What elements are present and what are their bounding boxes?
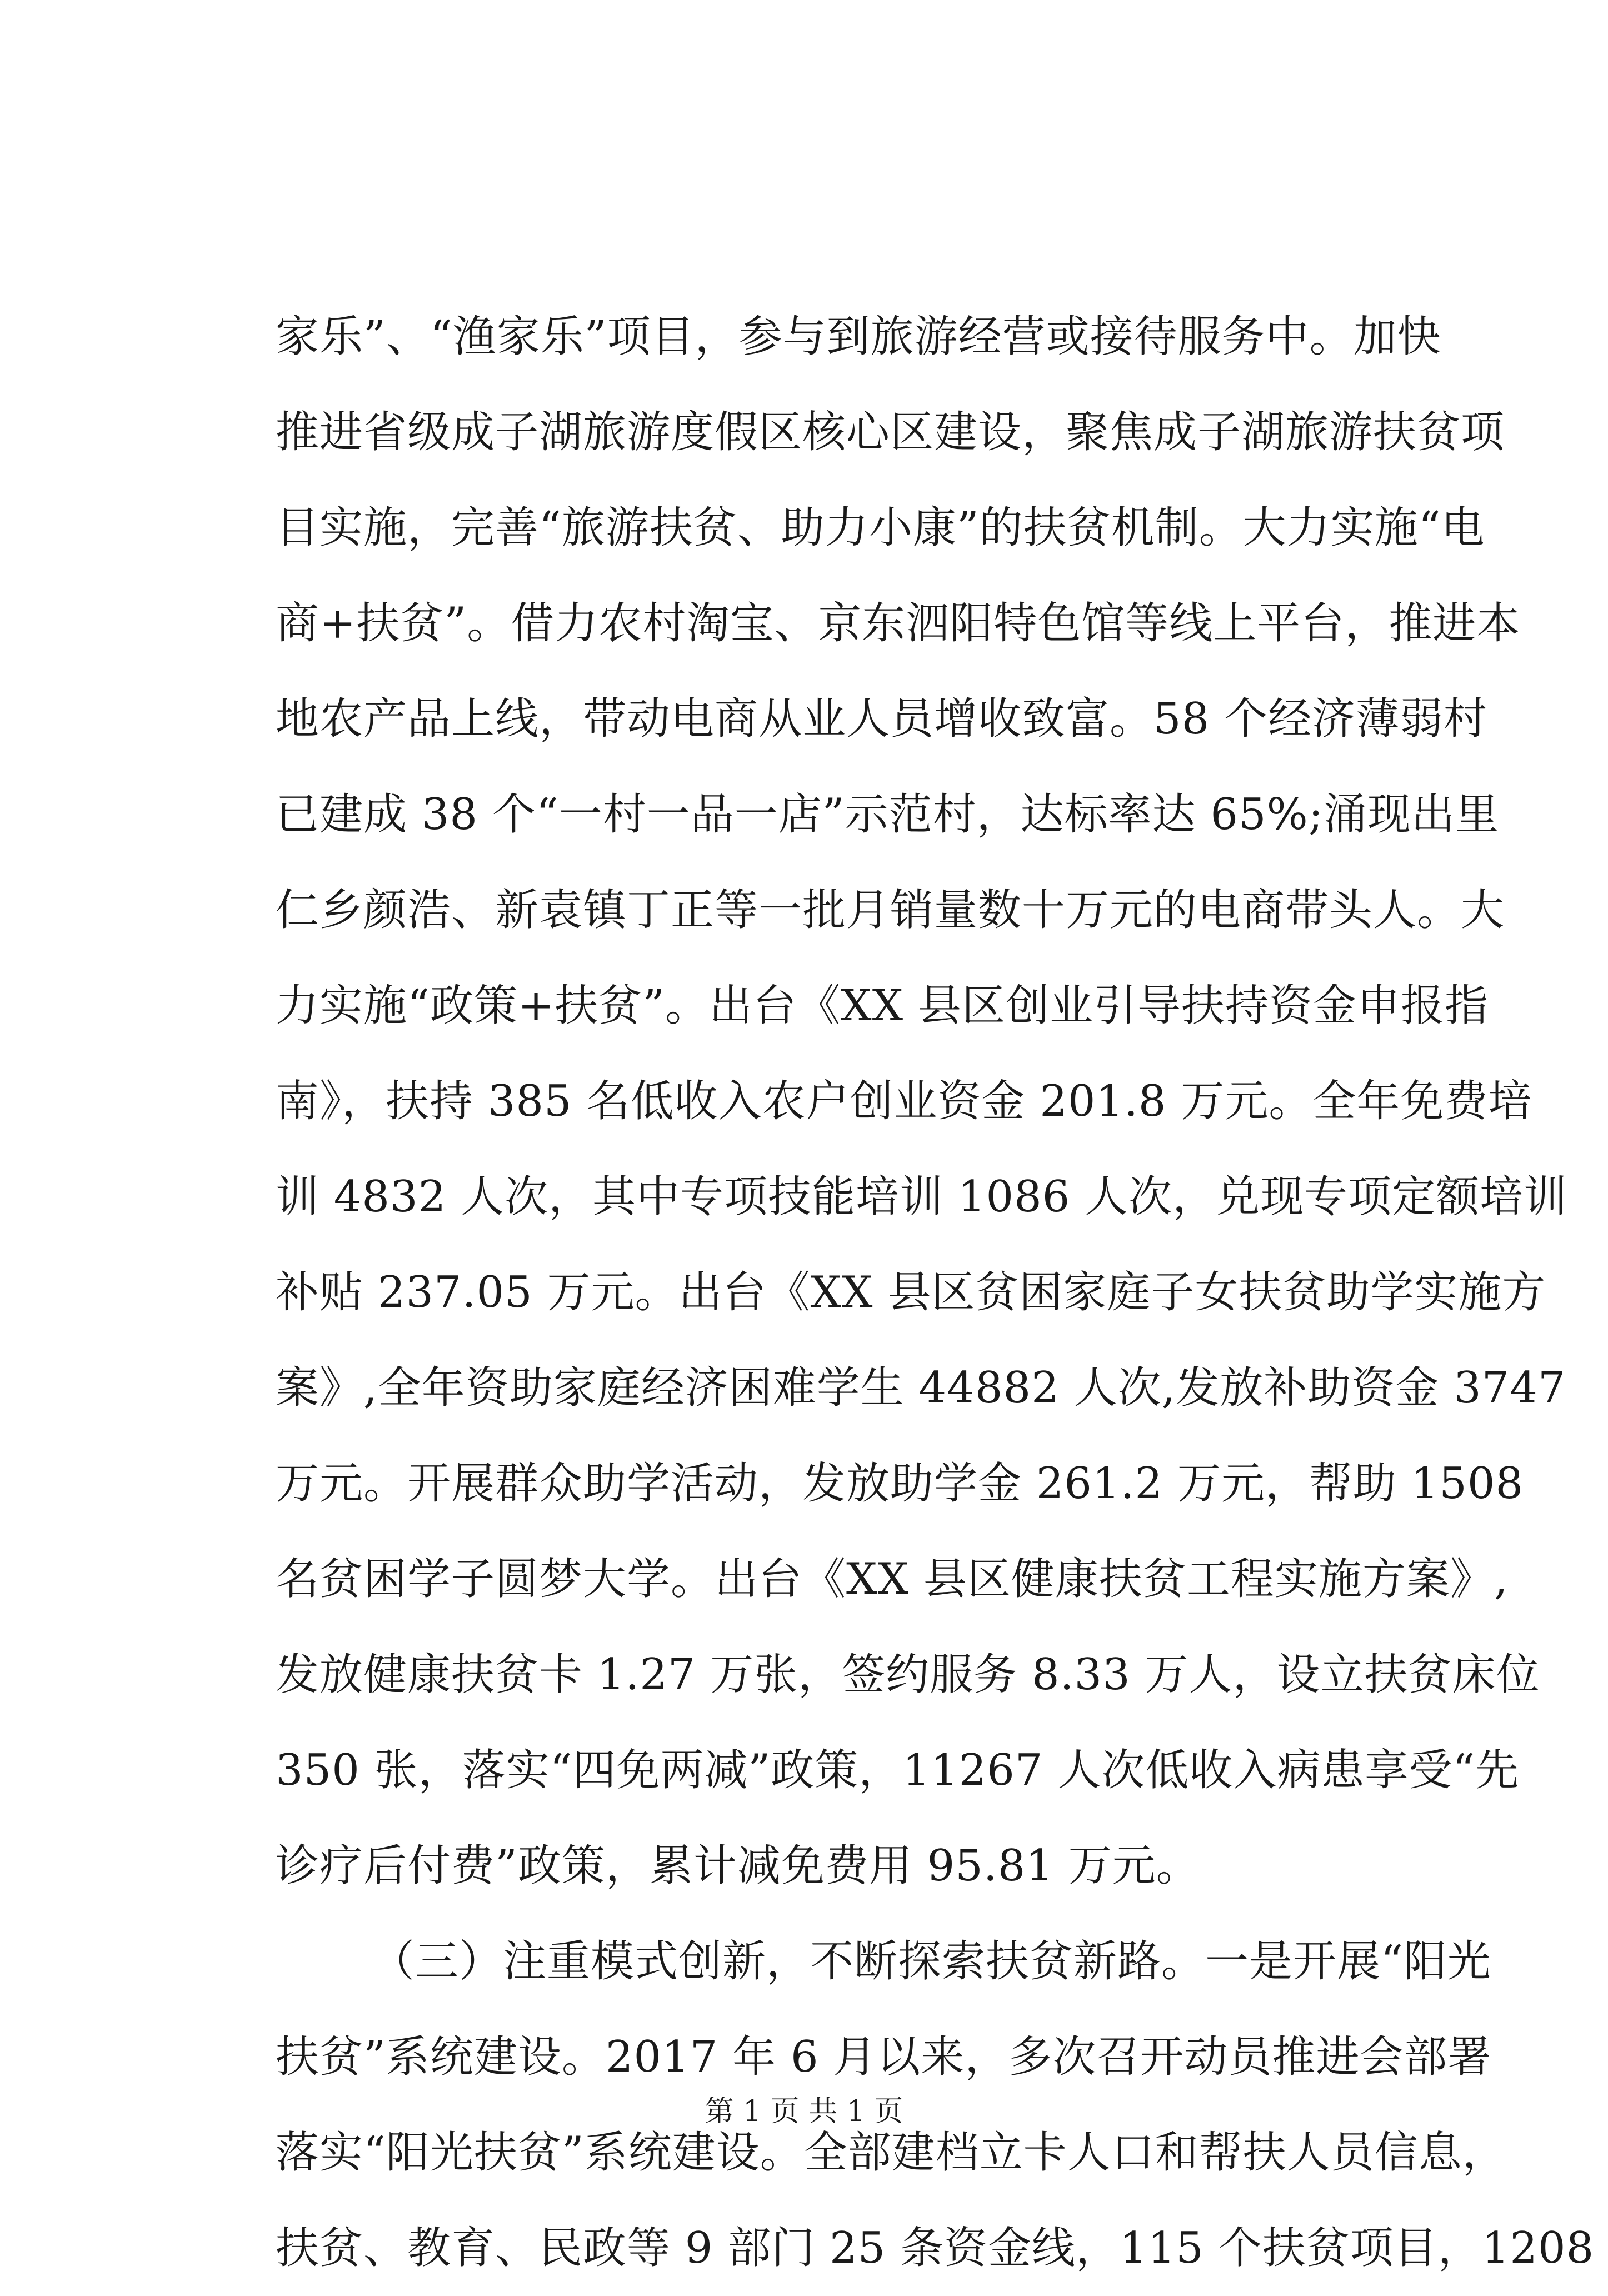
page-footer — [0, 2089, 1608, 2134]
text-line: 落实“阳光扶贫”系统建设。全部建档立卡人口和帮扶人员信息， — [276, 2128, 1506, 2178]
text-line: 推进省级成子湖旅游度假区核心区建设，聚焦成子湖旅游扶贫项 — [276, 407, 1505, 457]
text-line: 目实施，完善“旅游扶贫、助力小康”的扶贫机制。大力实施“电 — [276, 503, 1485, 553]
body-text — [276, 289, 1595, 2296]
text-line: 350 张，落实“四免两减”政策，11267 人次低收入病患享受“先 — [276, 1745, 1520, 1795]
text-line: 万元。开展群众助学活动，发放助学金 261.2 万元，帮助 1508 — [276, 1459, 1524, 1509]
text-line: 诊疗后付费”政策，累计减免费用 95.81 万元。 — [276, 1841, 1200, 1891]
text-line: 名贫困学子圆梦大学。出台《XX 县区健康扶贫工程实施方案》, — [276, 1554, 1509, 1604]
text-line: （三）注重模式创新，不断探索扶贫新路。一是开展“阳光 — [371, 1936, 1491, 1986]
text-line: 训 4832 人次，其中专项技能培训 1086 人次，兑现专项定额培训 — [276, 1172, 1568, 1222]
text-line: 案》,全年资助家庭经济困难学生 44882 人次,发放补助资金 3747 — [276, 1363, 1566, 1413]
text-line: 力实施“政策+扶贫”。出台《XX 县区创业引导扶持资金申报指 — [276, 981, 1489, 1031]
text-line: 家乐”、“渔家乐”项目，参与到旅游经营或接待服务中。加快 — [276, 312, 1441, 362]
text-line: 已建成 38 个“一村一品一店”示范村，达标率达 65%;涌现出里 — [276, 790, 1500, 840]
text-line: 地农产品上线，带动电商从业人员增收致富。58 个经济薄弱村 — [276, 694, 1488, 744]
text-line: 发放健康扶贫卡 1.27 万张，签约服务 8.33 万人，设立扶贫床位 — [276, 1650, 1540, 1700]
text-line: 南》，扶持 385 名低收入农户创业资金 201.8 万元。全年免费培 — [276, 1076, 1532, 1126]
text-line: 商+扶贫”。借力农村淘宝、京东泗阳特色馆等线上平台，推进本 — [276, 598, 1521, 648]
text-line: 扶贫、教育、民政等 9 部门 25 条资金线，115 个扶贫项目，1208 — [276, 2223, 1595, 2273]
paragraph-1 — [276, 289, 1568, 1914]
text-line: 补贴 237.05 万元。出台《XX 县区贫困家庭子女扶贫助学实施方 — [276, 1267, 1546, 1317]
text-line: 仁乡颜浩、新袁镇丁正等一批月销量数十万元的电商带头人。大 — [276, 885, 1505, 935]
text-line: 扶贫”系统建设。2017 年 6 月以来，多次召开动员推进会部署 — [276, 2032, 1492, 2082]
page-number-label: 第 1 页 共 1 页 — [705, 2095, 903, 2128]
